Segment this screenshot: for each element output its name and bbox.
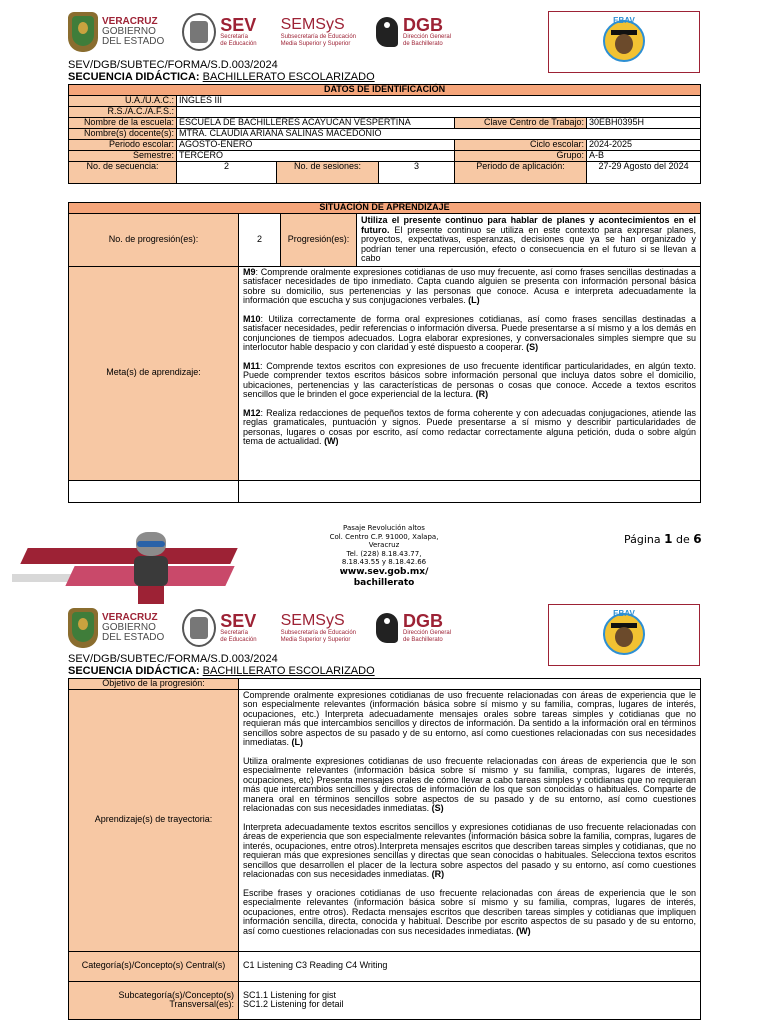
progression-rest: El presente continuo se utiliza en este contexto para expresar planes, proyectos, expectativas, esperanzas, decisiones que ya se han organizado y podrían tener una repercusión, efecto o consecuencia en el futuro si se llevan a cabo: [361, 224, 696, 263]
dgb-sub1: Dirección General: [403, 34, 452, 40]
website-line2[interactable]: bachillerato: [353, 577, 415, 588]
gob-name: VERACRUZ: [102, 16, 158, 27]
identification-title: DATOS DE IDENTIFICACIÓN: [69, 85, 701, 96]
sev-logo: [182, 13, 256, 51]
website-line1[interactable]: www.sev.gob.mx/: [339, 566, 429, 577]
veracruz-shield-icon: [68, 608, 98, 648]
address-line4: Tel. (228) 8.18.43.77,: [346, 549, 422, 558]
logo-row: [68, 8, 451, 56]
school-period-label: Periodo escolar:: [69, 140, 177, 151]
sequence-title: [68, 72, 375, 83]
progression-bold: Utiliza el presente continuo para hablar de planes y acontecimientos en el futuro.: [361, 215, 696, 235]
sev-name: SEV: [220, 15, 257, 35]
school-logo-box: [548, 604, 700, 666]
footer-banner-art: [10, 522, 232, 612]
group-value: A-B: [587, 151, 701, 162]
sequence-title-page2: SECUENCIA DIDÁCTICA: BACHILLERATO ESCOLARIZADO: [68, 665, 375, 677]
trajectory-w: Escribe frases y oraciones cotidianas de uso frecuente relacionadas con áreas de experiencia que le son especialmente relevantes (información básica sobre sí mismo y su familia, compras, lugares de interés, ocupaciones, entre otros). Redacta mensajes escritos que describen tareas simples y cotidianas que impliquen información sencilla, directa, conocida y habitual. Describe por escrito aspectos de su pasado y de su entorno, así como cuestiones relacionadas con sus necesidades inmediatas. (W): [243, 887, 696, 936]
page-number: Página 1 de 6: [624, 532, 702, 546]
objective-value: [239, 679, 701, 690]
goal-m10: M10: Utiliza correctamente de forma oral expresiones cotidianas, así como frases sencillas destinadas a satisfacer necesidades, pedir referencias o información diversa. Puede presentarse a sí mismo y a los demás en conjunciones de tiempos adecuados. Logra elaborar expresiones, y conversacionales simples siempre que su interlocutor hable despacio y con claridad y esté dispuesto a cooperar. (S): [243, 313, 696, 352]
sequence-number-label: No. de secuencia:: [69, 162, 177, 184]
goal-m9: M9: Comprende oralmente expresiones cotidianas de uso muy frecuente, así como frases sencillas destinadas a satisfacer necesidades de tipo inmediato. Capta cuando alguien se presenta con información personal básica sobre su domicilio, sus pertenencias y las personas que conoce. Acusa e interpreta adecuadamente la información que escucha y sus conjugaciones verbales. (L): [243, 266, 696, 305]
semsys-sub1: Subsecretaría de Educación: [280, 34, 357, 40]
gob-line2: GOBIERNO: [102, 26, 156, 37]
dgb-name: DGB: [403, 15, 444, 35]
school-owl-badge-icon: [593, 16, 655, 68]
semsys-logo: SEMSyS Subsecretaría de Educación Media Superior y Superior: [280, 612, 357, 643]
semsys-logo: [281, 16, 356, 48]
empty-cell-left: [69, 480, 239, 502]
application-period-value: 27-29 Agosto del 2024: [587, 162, 701, 184]
subcategory-label: Subcategoría(s)/Concepto(s) Transversal(es):: [69, 981, 239, 1019]
sessions-number-value: 3: [379, 162, 455, 184]
dgb-logo: DGB Dirección General de Bachillerato: [376, 612, 451, 644]
school-name-value: ESCUELA DE BACHILLERES ACAYUCAN VESPERTINA: [177, 118, 455, 129]
progression-text: [357, 214, 701, 267]
progression-label: Progresión(es):: [281, 214, 357, 267]
semsys-name: SEMSyS: [280, 16, 345, 33]
progression-details-table: [68, 678, 701, 1020]
gobierno-veracruz-logo: [68, 12, 164, 52]
sev-sub2: de Educación: [220, 41, 257, 47]
goal-m12: M12: Realiza redacciones de pequeños textos de forma coherente y con adecuadas conjugaciones, atiende las reglas gramaticales, puntuación y signos. Puede presentarse a sí mismo y describir particularidades de personas, lugares o cosas por escrito, así como redactar correctamente alguna petición, duda o sobre algún tema de actualidad. (W): [243, 407, 696, 446]
ua-value: INGLES III: [177, 96, 701, 107]
address-line5: 8.18.43.55 y 8.18.42.66: [341, 558, 427, 566]
document-code-page2: SEV/DGB/SUBTEC/FORMA/S.D.003/2024: [68, 653, 278, 665]
work-center-key-value: 30EBH0395H: [587, 118, 701, 129]
work-center-key-label: Clave Centro de Trabajo:: [455, 118, 587, 129]
goal-m11: M11: Comprende textos escritos con expresiones de uso frecuente identificar particularidades, en algún texto. Puede comprender textos escritos básicos sobre información personal que incluya datos sobre el domicilio, ubicaciones, pertenencias y las características de personas o cosas que conoce. Accede a textos escritos sencillos que le brinden el goce experiencial de la lectura. (R): [243, 360, 696, 399]
sequence-label: SECUENCIA DIDÁCTICA:: [68, 71, 200, 83]
trajectory-learning-label: Aprendizaje(s) de trayectoria:: [69, 689, 239, 951]
trajectory-r: Interpreta adecuadamente textos escritos sencillos y expresiones cotidianas de uso frecuente relacionadas con áreas de experiencia que son especialmente relevantes (información básica sobre la familia, compras, lugares de interés, ocupaciones, entre otros).Interpreta mensajes escritos que describen tareas simples y cotidianas, que no requieran más que expresiones sencillas y directas que sean conocidas o habituales. Selecciona textos escritos sencillos que desarrollen el placer de la lectura sobre aspectos del pasado y su entorno, así como cuestiones relacionadas con sus necesidades inmediatas. (R): [243, 821, 696, 879]
school-period-value: AGOSTO-ENERO: [177, 140, 455, 151]
subcategory-value: SC1.1 Listening for gist SC1.2 Listening for detail: [239, 981, 701, 1019]
gobierno-veracruz-logo: VERACRUZ GOBIERNO DEL ESTADO: [68, 608, 164, 648]
objective-label: Objetivo de la progresión:: [69, 679, 239, 690]
school-name-label: Nombre de la escuela:: [69, 118, 177, 129]
learning-situation-table: [68, 202, 701, 503]
header-logos: [68, 8, 700, 56]
address-line2: Col. Centro C.P. 91000, Xalapa,: [329, 532, 439, 541]
school-cycle-value: 2024-2025: [587, 140, 701, 151]
central-category-label: Categoría(s)/Concepto(s) Central(s): [69, 951, 239, 981]
semester-value: TERCERO: [177, 151, 455, 162]
empty-cell-right: [239, 480, 701, 502]
sev-logo: SEV Secretaría de Educación: [182, 609, 256, 647]
rsa-value: [177, 107, 701, 118]
semester-label: Semestre:: [69, 151, 177, 162]
document-code: SEV/DGB/SUBTEC/FORMA/S.D.003/2024: [68, 59, 278, 71]
rsa-label: R.S./A.C./A.F.S.:: [69, 107, 177, 118]
header-logos-page2: [68, 604, 700, 652]
application-period-label: Periodo de aplicación:: [455, 162, 587, 184]
footer-address: [310, 524, 458, 589]
dgb-sub2: de Bachillerato: [403, 41, 443, 47]
ua-label: U.A./U.A.C.:: [69, 96, 177, 107]
sev-sub1: Secretaría: [220, 34, 248, 40]
address-line1: Pasaje Revolución altos: [343, 524, 425, 532]
teacher-label: Nombre(s) docente(s):: [69, 129, 177, 140]
learning-goals-label: Meta(s) de aprendizaje:: [69, 266, 239, 480]
sessions-number-label: No. de sesiones:: [277, 162, 379, 184]
dgb-mark-icon: [376, 613, 398, 643]
trajectory-s: Utiliza oralmente expresiones cotidianas de uso frecuente relacionadas con áreas de experiencia que le son especialmente relevantes (información básica sobre sí mismo y su familia, compras, lugares de interés, ocupaciones, etc) Presenta mensajes orales de cómo llevar a cabo tareas simples y cotidianas que no requieran más que intercambios sencillos y directos de información de los que son conocidas o habituales. Comparte de manera oral en términos sencillos sobre aspectos de su pasado y de su entorno, así como cuestiones relacionadas con sus necesidades inmediatas. (S): [243, 755, 696, 813]
veracruz-shield-icon: [68, 12, 98, 52]
logo-row-page2: [68, 604, 451, 652]
sequence-value: BACHILLERATO ESCOLARIZADO: [202, 71, 375, 83]
gob-line3: DEL ESTADO: [102, 36, 165, 47]
address-line3: Veracruz: [368, 541, 400, 549]
school-cycle-label: Ciclo escolar:: [455, 140, 587, 151]
sev-seal-icon: [182, 13, 216, 51]
learning-situation-title: SITUACIÓN DE APRENDIZAJE: [69, 203, 701, 214]
learning-goals-cell: [239, 266, 701, 480]
dgb-mark-icon: [376, 17, 398, 47]
school-badge-label: EBAV: [613, 16, 635, 25]
teacher-value: MTRA. CLAUDIA ARIANA SALINAS MACEDONIO: [177, 129, 701, 140]
group-label: Grupo:: [455, 151, 587, 162]
trajectory-learning-cell: [239, 689, 701, 951]
dgb-logo: [376, 16, 451, 48]
central-category-value: C1 Listening C3 Reading C4 Writing: [239, 951, 701, 981]
semsys-sub2: Media Superior y Superior: [280, 41, 351, 47]
school-logo-box: [548, 11, 700, 73]
school-owl-badge-icon: EBAV: [593, 609, 655, 661]
sequence-number-value: 2: [177, 162, 277, 184]
mascot-icon: [128, 532, 172, 608]
sev-seal-icon: [182, 609, 216, 647]
progression-number-label: No. de progresión(es):: [69, 214, 239, 267]
progression-number-value: 2: [239, 214, 281, 267]
identification-table: [68, 84, 701, 184]
trajectory-l: Comprende oralmente expresiones cotidianas de uso frecuente relacionadas con áreas de experiencia que le son especialmente relevantes (información básica sobre sí mismo y su familia, compras, lugares de interés, ocupaciones, etc.) Interpreta adecuadamente mensajes orales sobre tareas simples y cotidianas que no requieran más que intercambios sencillos y directos de información. Da sentido a la información oral en términos sencillos sobre aspectos de su pasado y de su entorno, así como cuestiones relacionadas con sus necesidades inmediatas. (L): [243, 689, 696, 747]
